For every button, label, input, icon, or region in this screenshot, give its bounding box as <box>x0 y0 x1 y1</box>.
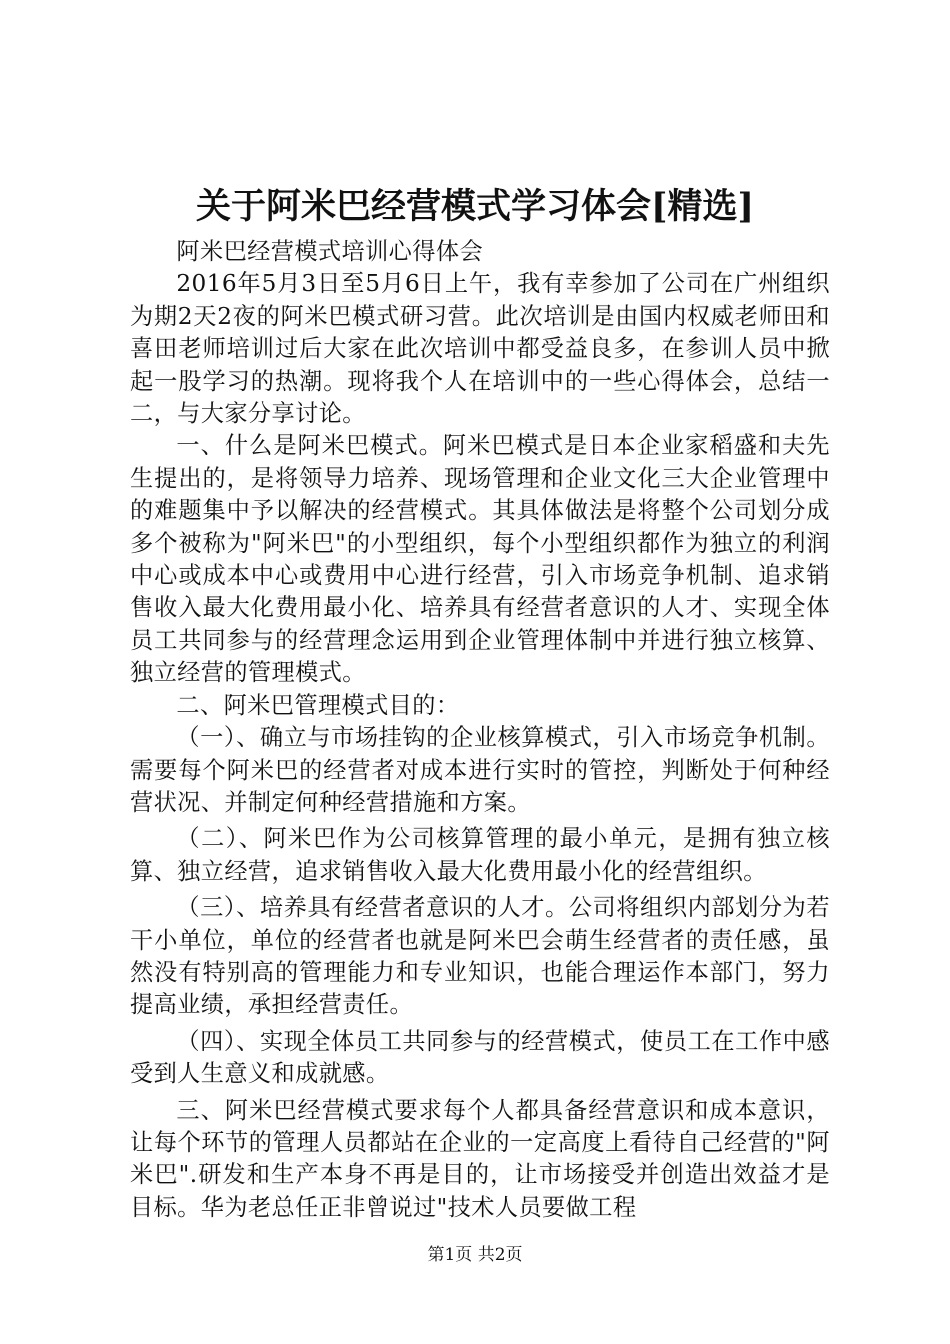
section-three-paragraph: 三、阿米巴经营模式要求每个人都具备经营意识和成本意识，让每个环节的管理人员都站在企业的一定高度上看待自己经营的"阿米巴".研发和生产本身不再是目的，让市场接受并创造出效益才是目标。华为老总任正非曾说过"技术人员要做工程 <box>130 1096 830 1221</box>
section-one-paragraph: 一、什么是阿米巴模式。阿米巴模式是日本企业家稻盛和夫先生提出的，是将领导力培养、现场管理和企业文化三大企业管理中的难题集中予以解决的经营模式。其具体做法是将整个公司划分成多个被称为"阿米巴"的小型组织，每个小型组织都作为独立的利润中心或成本中心或费用中心进行经营，引入市场竞争机制、追求销售收入最大化费用最小化、培养具有经营者意识的人才、实现全体员工共同参与的经营理念运用到企业管理体制中并进行独立核算、独立经营的管理模式。 <box>130 432 830 687</box>
purpose-item-4: （四）、实现全体员工共同参与的经营模式，使员工在工作中感受到人生意义和成就感。 <box>130 1027 830 1088</box>
document-body <box>130 236 830 1224</box>
section-two-heading: 二、阿米巴管理模式目的： <box>176 691 460 719</box>
purpose-item-2: （二）、阿米巴作为公司核算管理的最小单元，是拥有独立核算、独立经营，追求销售收入最大化费用最小化的经营组织。 <box>130 825 830 885</box>
purpose-item-3: （三）、培养具有经营者意识的人才。公司将组织内部划分为若干小单位，单位的经营者也就是阿米巴会萌生经营者的责任感，虽然没有特别高的管理能力和专业知识，也能合理运作本部门，努力提高业绩，承担经营责任。 <box>130 894 830 1019</box>
subtitle-paragraph: 阿米巴经营模式培训心得体会 <box>176 238 484 265</box>
intro-paragraph: 2016年5月3日至5月6日上午，我有幸参加了公司在广州组织为期2天2夜的阿米巴模式研习营。此次培训是由国内权威老师田和喜田老师培训过后大家在此次培训中都受益良多，在参训人员中掀起一股学习的热潮。现将我个人在培训中的一些心得体会，总结一二，与大家分享讨论。 <box>130 270 830 428</box>
page-footer: 第1页 共2页 <box>427 1245 523 1265</box>
purpose-item-1: （一）、确立与市场挂钩的企业核算模式，引入市场竞争机制。需要每个阿米巴的经营者对成本进行实时的管控，判断处于何种经营状况、并制定何种经营措施和方案。 <box>130 724 830 816</box>
document-title: 关于阿米巴经营模式学习体会[精选] <box>195 186 755 227</box>
